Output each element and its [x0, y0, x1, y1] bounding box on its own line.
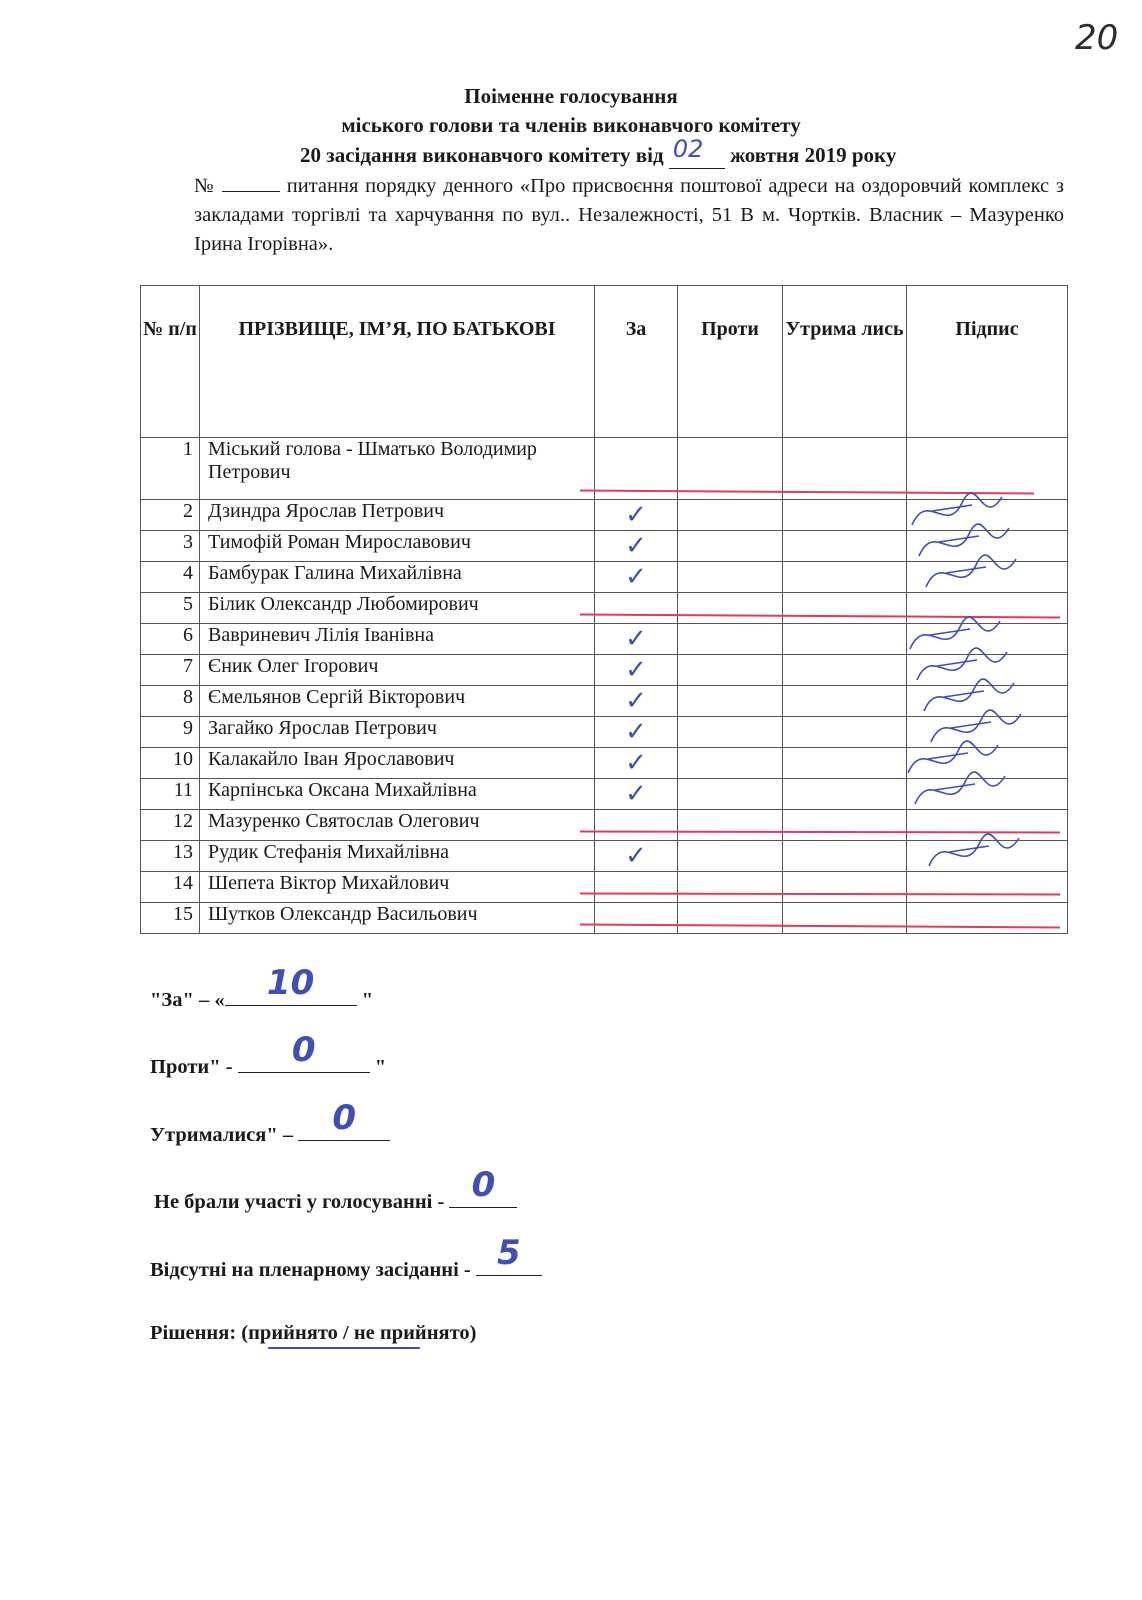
absence-strike-line: [580, 894, 1060, 895]
row-name: Мазуренко Святослав Олегович: [200, 810, 595, 841]
summary-for: [150, 963, 374, 1012]
document-title: Поіменне голосування: [464, 84, 678, 108]
row-num: 12: [141, 810, 200, 841]
decision-underline: [268, 1347, 420, 1349]
check-mark-icon: ✓: [625, 686, 647, 715]
row-num: 4: [141, 562, 200, 593]
row-num: 5: [141, 593, 200, 624]
summary-against-close: ": [374, 1056, 387, 1078]
meeting-label: 20 засідання виконавчого комітету від: [300, 143, 664, 167]
meeting-day: 02: [672, 135, 704, 163]
row-num: 3: [141, 531, 200, 562]
header-against: Проти: [678, 286, 783, 438]
check-mark-icon: ✓: [625, 779, 647, 808]
check-mark-icon: ✓: [625, 531, 647, 560]
summary-absent-line: [476, 1233, 542, 1276]
row-num: 10: [141, 748, 200, 779]
summary-not-voted-label: Не брали участі у голосуванні -: [154, 1191, 445, 1213]
header-for: За: [595, 286, 678, 438]
row-name: Міський голова - Шматько Володимир Петрович: [200, 438, 595, 500]
signature-scribble: [915, 772, 1005, 804]
summary-absent-label: Відсутні на пленарному засіданні -: [150, 1259, 471, 1281]
absence-strike-line: [580, 491, 1034, 494]
summary-against-label: Проти" -: [150, 1056, 233, 1078]
header-abstained: Утрима лись: [783, 286, 907, 438]
row-name: Дзиндра Ярослав Петрович: [200, 500, 595, 531]
agenda-text: питання порядку денного «Про присвоєння поштової адреси на оздоровчий комплекс з закладами торгівлі та харчування по вул.. Незалежності, 51 В м. Чортків. Власник – Мазуренко Ірина Ігорівна».: [194, 175, 1065, 255]
check-mark-icon: ✓: [625, 655, 647, 684]
row-num: 6: [141, 624, 200, 655]
summary-for-line: [225, 963, 357, 1006]
row-name: Рудик Стефанія Михайлівна: [200, 841, 595, 872]
row-name: Ємельянов Сергій Вікторович: [200, 686, 595, 717]
summary-abstained-line: [298, 1098, 390, 1141]
row-name: Білик Олександр Любомирович: [200, 593, 595, 624]
absence-strike-line: [580, 832, 1060, 833]
row-num: 8: [141, 686, 200, 717]
summary-for-value: 10: [266, 963, 315, 1003]
signature-scribble: [929, 834, 1019, 866]
meeting-date-rest: жовтня 2019 року: [730, 143, 897, 167]
summary-for-close: ": [361, 989, 374, 1011]
summary-absent-value: 5: [497, 1233, 521, 1273]
row-name: Шепета Віктор Михайлович: [200, 872, 595, 903]
row-name: Тимофій Роман Мирославович: [200, 531, 595, 562]
check-mark-icon: ✓: [625, 841, 647, 870]
summary-absent: [150, 1233, 542, 1282]
summary-abstained-label: Утрималися" –: [150, 1124, 294, 1146]
row-num: 7: [141, 655, 200, 686]
summary-for-label: "За" – «: [150, 989, 225, 1011]
signature-scribble: [908, 741, 998, 773]
header-name: ПРІЗВИЩЕ, ІМ’Я, ПО БАТЬКОВІ: [200, 286, 595, 438]
row-name: Бамбурак Галина Михайлівна: [200, 562, 595, 593]
signature-scribble: [924, 679, 1014, 711]
summary-not-voted-value: 0: [471, 1165, 496, 1205]
signature-scribble: [926, 555, 1016, 587]
summary-against-line: [238, 1030, 370, 1073]
row-num: 11: [141, 779, 200, 810]
row-num: 14: [141, 872, 200, 903]
document-subtitle: міського голови та членів виконавчого комітету: [341, 113, 801, 137]
signature-scribble: [917, 648, 1007, 680]
check-mark-icon: ✓: [625, 748, 647, 777]
header-num: № п/п: [141, 286, 200, 438]
absence-strike-line: [580, 615, 1060, 618]
signature-scribble: [931, 710, 1021, 742]
summary-abstained-value: 0: [332, 1098, 357, 1138]
row-name: Карпінська Оксана Михайлівна: [200, 779, 595, 810]
row-name: Калакайло Іван Ярославович: [200, 748, 595, 779]
summary-abstained: [150, 1098, 390, 1147]
row-num: 9: [141, 717, 200, 748]
summary-against-value: 0: [291, 1030, 316, 1070]
row-name: Вавриневич Лілія Іванівна: [200, 624, 595, 655]
summary-not-voted-line: [449, 1165, 517, 1208]
page-number: 20: [1075, 18, 1119, 58]
summary-not-voted: [154, 1165, 517, 1214]
check-mark-icon: ✓: [625, 562, 647, 591]
row-name: Загайко Ярослав Петрович: [200, 717, 595, 748]
row-num: 15: [141, 903, 200, 934]
decision-label: Рішення:: [150, 1322, 237, 1344]
row-num: 1: [141, 438, 200, 500]
decision-options: (прийнято / не прийнято): [241, 1322, 477, 1344]
summary-decision: [150, 1322, 477, 1345]
row-num: 13: [141, 841, 200, 872]
signature-scribble: [919, 524, 1009, 556]
signature-scribble: [912, 493, 1002, 525]
signature-scribble: [910, 617, 1000, 649]
check-mark-icon: ✓: [625, 717, 647, 746]
row-num: 2: [141, 500, 200, 531]
summary-against: [150, 1030, 387, 1079]
check-mark-icon: ✓: [625, 500, 647, 529]
absence-strike-line: [580, 925, 1060, 928]
row-name: Єник Олег Ігорович: [200, 655, 595, 686]
check-mark-icon: ✓: [625, 624, 647, 653]
agenda-number-prefix: №: [194, 175, 216, 197]
row-name: Шутков Олександр Васильович: [200, 903, 595, 934]
header-signature: Підпис: [907, 286, 1068, 438]
